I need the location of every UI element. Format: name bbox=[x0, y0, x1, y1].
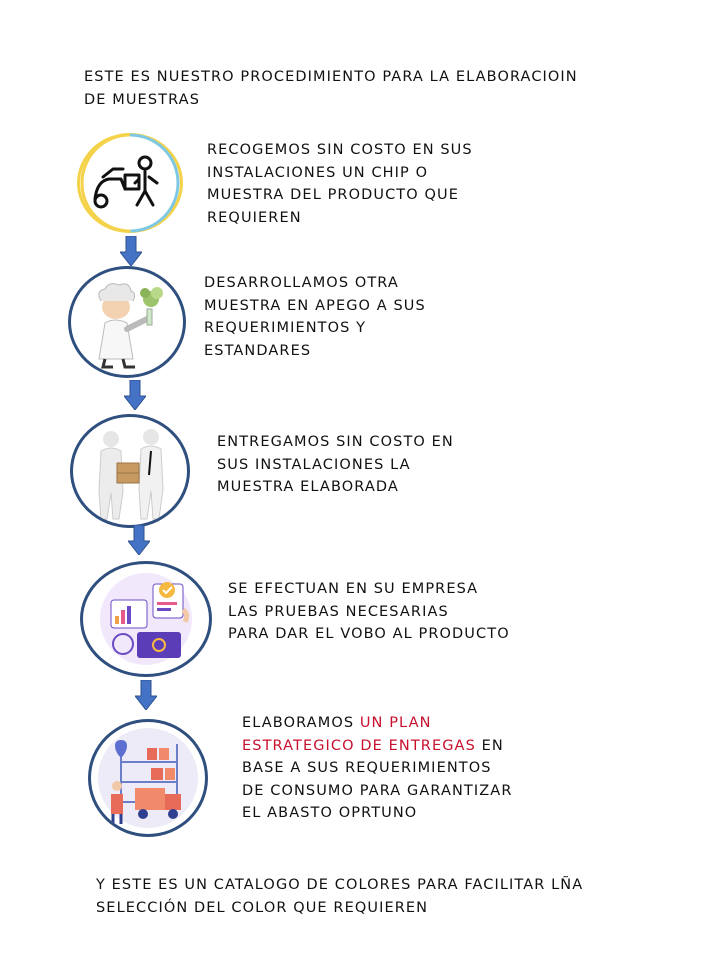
step-5-line-5: EL ABASTO OPRTUNO bbox=[242, 805, 418, 821]
down-arrow-4-icon bbox=[135, 680, 157, 710]
step-4-image bbox=[80, 561, 212, 677]
step-3-line-3: MUESTRA ELABORADA bbox=[217, 479, 399, 495]
outro-text bbox=[96, 874, 583, 919]
step-5-line-2 bbox=[242, 735, 513, 758]
step-3-line-1: ENTREGAMOS SIN COSTO EN bbox=[217, 434, 454, 450]
down-arrow-2-icon bbox=[124, 380, 146, 410]
step-5-image bbox=[88, 719, 208, 837]
step-5-line-3: BASE A SUS REQUERIMIENTOS bbox=[242, 760, 492, 776]
step-5-highlight-2: ESTRATEGICO DE ENTREGAS bbox=[242, 737, 476, 754]
delivery-person-icon bbox=[77, 133, 183, 233]
testing-dashboard-icon bbox=[83, 564, 209, 674]
outro-line-1: Y ESTE ES UN CATALOGO DE COLORES PARA FACILITAR LÑA bbox=[96, 877, 584, 893]
outro-line-2: SELECCIÓN DEL COLOR QUE REQUIEREN bbox=[96, 899, 429, 916]
step-5-highlight-1: UN PLAN bbox=[359, 715, 432, 731]
step-1-line-4: REQUIEREN bbox=[207, 209, 302, 226]
scientist-icon bbox=[71, 269, 183, 375]
step-5-line-1 bbox=[242, 712, 513, 735]
step-4-line-3: PARA DAR EL VOBO AL PRODUCTO bbox=[228, 626, 510, 642]
step-1-line-1: RECOGEMOS SIN COSTO EN SUS bbox=[207, 142, 473, 158]
step-2-line-3: REQUERIMIENTOS Y bbox=[204, 320, 367, 336]
step-3-text bbox=[217, 431, 454, 499]
intro-line-2: DE MUESTRAS bbox=[84, 91, 200, 108]
step-4-line-1: SE EFECTUAN EN SU EMPRESA bbox=[228, 581, 479, 597]
step-4-text bbox=[228, 578, 510, 646]
intro-text bbox=[84, 66, 578, 111]
step-5-line-2-text: EN bbox=[475, 737, 504, 754]
step-2-line-4: ESTANDARES bbox=[204, 342, 312, 359]
step-1-line-2: INSTALACIONES UN CHIP O bbox=[207, 164, 429, 181]
handover-package-icon bbox=[73, 417, 187, 525]
step-2-image bbox=[68, 266, 186, 378]
down-arrow-1-icon bbox=[120, 236, 142, 266]
step-3-image bbox=[70, 414, 190, 528]
step-1-text bbox=[207, 139, 473, 229]
intro-line-1: ESTE ES NUESTRO PROCEDIMIENTO PARA LA ELABORACIOIN bbox=[84, 69, 578, 85]
step-4-line-2: LAS PRUEBAS NECESARIAS bbox=[228, 603, 449, 620]
step-2-text bbox=[204, 272, 426, 362]
step-2-line-1: DESARROLLAMOS OTRA bbox=[204, 275, 399, 291]
step-1-line-3: MUESTRA DEL PRODUCTO QUE bbox=[207, 187, 459, 203]
step-1-image bbox=[77, 133, 183, 233]
step-5-line-1-text: ELABORAMOS bbox=[242, 715, 360, 731]
step-3-line-2: SUS INSTALACIONES LA bbox=[217, 456, 411, 473]
step-2-line-2: MUESTRA EN APEGO A SUS bbox=[204, 297, 426, 314]
step-5-line-4: DE CONSUMO PARA GARANTIZAR bbox=[242, 782, 513, 799]
step-5-text bbox=[242, 712, 513, 825]
warehouse-delivery-icon bbox=[91, 722, 205, 834]
down-arrow-3-icon bbox=[128, 525, 150, 555]
